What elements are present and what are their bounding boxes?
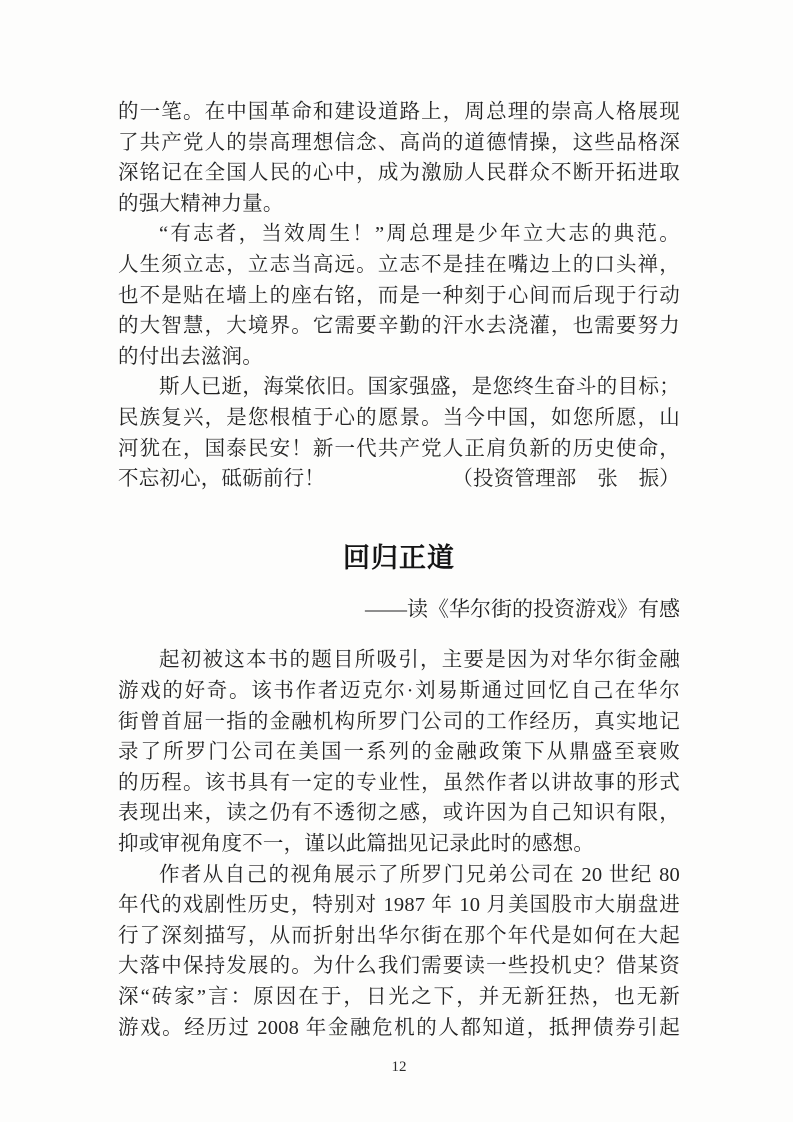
text-line: 起初被这本书的题目所吸引，主要是因为对华尔街金融 [159, 649, 680, 672]
text-line: 深“砖家”言：原因在于，日光之下，并无新狂热，也无新 [118, 985, 680, 1008]
text-line: 了共产党人的崇高理想信念、高尚的道德情操，这些品格深 [118, 131, 680, 154]
article-2 [118, 540, 680, 1043]
text-line: 游戏。经历过 2008 年金融危机的人都知道，抵押债券引起 [118, 1016, 680, 1039]
text-line: 人生须立志，立志当高远。立志不是挂在嘴边上的口头禅， [118, 253, 680, 276]
text-line: 深铭记在全国人民的心中，成为激励人民群众不断开拓进取 [118, 162, 680, 185]
text-line: 的历程。该书具有一定的专业性，虽然作者以讲故事的形式 [118, 771, 680, 794]
text-line: “有志者，当效周生！”周总理是少年立大志的典范。 [159, 223, 680, 246]
article-title: 回归正道 [343, 542, 455, 573]
closing-text: 不忘初心，砥砺前行！ [118, 468, 325, 491]
text-line: 斯人已逝，海棠依旧。国家强盛，是您终生奋斗的目标； [159, 376, 680, 399]
text-line: 行了深刻描写，从而折射出华尔街在那个年代是如何在大起 [118, 924, 680, 947]
page-number: 12 [391, 1059, 407, 1076]
paragraph [118, 645, 680, 859]
text-line: 民族复兴，是您根植于心的愿景。当今中国，如您所愿，山 [118, 406, 680, 429]
text-line: 河犹在，国泰民安！新一代共产党人正肩负新的历史使命， [118, 437, 680, 460]
text-line: 年代的戏剧性历史，特别对 1987 年 10 月美国股市大崩盘进 [118, 894, 680, 917]
text-line: 的一笔。在中国革命和建设道路上，周总理的崇高人格展现 [118, 101, 680, 123]
article-subtitle: ——读《华尔街的投资游戏》有感 [365, 596, 680, 621]
text-line: 抑或审视角度不一，谨以此篇拙见记录此时的感想。 [118, 832, 595, 855]
article-1 [118, 97, 680, 495]
paragraph [118, 860, 680, 1044]
text-line: 的强大精神力量。 [118, 192, 284, 215]
text-line: 游戏的好奇。该书作者迈克尔·刘易斯通过回忆自己在华尔 [118, 679, 680, 702]
paragraph [118, 219, 680, 372]
text-line: 街曾首屈一指的金融机构所罗门公司的工作经历，真实地记 [118, 710, 680, 733]
closing-line [118, 464, 680, 495]
text-line: 的付出去滋润。 [118, 345, 263, 368]
text-line: 录了所罗门公司在美国一系列的金融政策下从鼎盛至衰败 [118, 741, 680, 764]
text-line: 作者从自己的视角展示了所罗门兄弟公司在 20 世纪 80 [159, 863, 680, 886]
text-line: 也不是贴在墙上的座右铭，而是一种刻于心间而后现于行动 [118, 284, 680, 307]
text-line: 的大智慧，大境界。它需要辛勤的汗水去浇灌，也需要努力 [118, 315, 680, 338]
byline: （投资管理部 张 振） [452, 468, 680, 491]
text-line: 表现出来，读之仍有不透彻之感，或许因为自己知识有限， [118, 802, 680, 825]
paragraph [118, 97, 680, 219]
text-line: 大落中保持发展的。为什么我们需要读一些投机史？借某资 [118, 955, 680, 978]
paragraph [118, 372, 680, 494]
